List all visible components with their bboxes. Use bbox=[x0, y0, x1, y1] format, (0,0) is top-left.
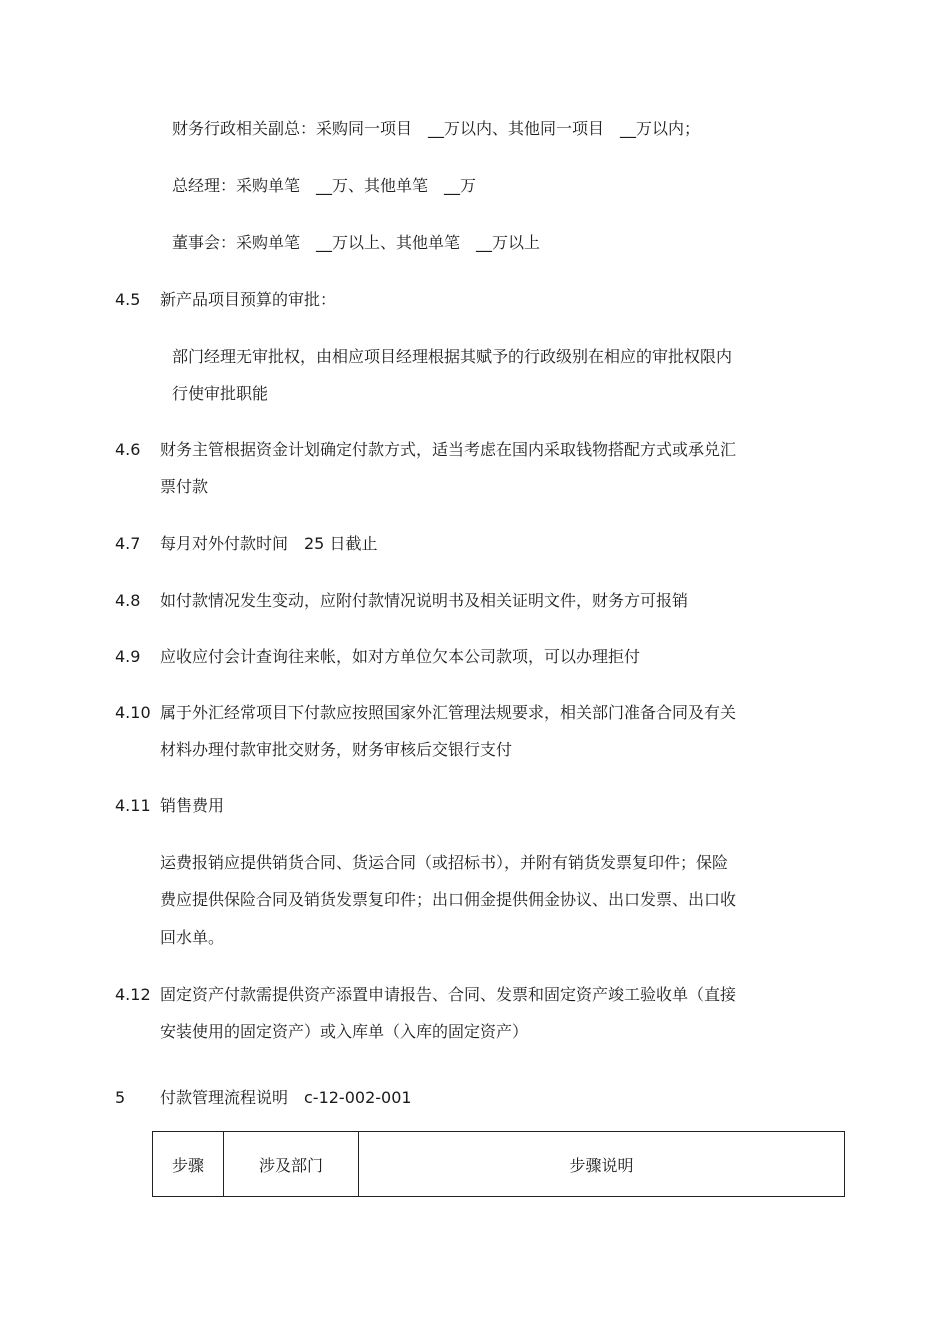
section-number: 4.12 bbox=[115, 985, 151, 1004]
section-text: 销售费用 bbox=[160, 796, 225, 815]
section-body: 部门经理无审批权，由相应项目经理根据其赋予的行政级别在相应的审批权限内 bbox=[172, 347, 733, 366]
section-body: 费应提供保险合同及销货发票复印件；出口佣金提供佣金协议、出口发票、出口收 bbox=[160, 890, 737, 909]
section-text: 固定资产付款需提供资产添置申请报告、合同、发票和固定资产竣工验收单（直接 bbox=[160, 985, 737, 1004]
section-text: 安装使用的固定资产）或入库单（入库的固定资产） bbox=[160, 1022, 529, 1041]
section-text: 票付款 bbox=[160, 477, 209, 496]
section-text: 新产品项目预算的审批： bbox=[160, 290, 337, 309]
header-step: 步骤 bbox=[153, 1132, 224, 1197]
approval-gm: 总经理：采购单笔 __万、其他单笔 __万 bbox=[172, 176, 477, 195]
section-body: 行使审批职能 bbox=[172, 384, 269, 403]
section-text: 如付款情况发生变动，应附付款情况说明书及相关证明文件，财务方可报销 bbox=[160, 591, 689, 610]
header-department: 涉及部门 bbox=[224, 1132, 359, 1197]
section-text: 财务主管根据资金计划确定付款方式，适当考虑在国内采取钱物搭配方式或承兑汇 bbox=[160, 440, 737, 459]
section-text: 属于外汇经常项目下付款应按照国家外汇管理法规要求，相关部门准备合同及有关 bbox=[160, 703, 737, 722]
header-step-description: 步骤说明 bbox=[359, 1132, 845, 1197]
approval-board: 董事会：采购单笔 __万以上、其他单笔 __万以上 bbox=[172, 233, 541, 252]
process-table bbox=[152, 1131, 845, 1197]
section-number: 4.11 bbox=[115, 796, 151, 815]
section-number: 4.9 bbox=[115, 647, 141, 666]
section-text: 材料办理付款审批交财务，财务审核后交银行支付 bbox=[160, 740, 513, 759]
section-number: 4.6 bbox=[115, 440, 141, 459]
section-number: 4.8 bbox=[115, 591, 141, 610]
section-number: 5 bbox=[115, 1088, 126, 1107]
table-header-row bbox=[153, 1132, 845, 1197]
section-text: 应收应付会计查询往来帐，如对方单位欠本公司款项，可以办理拒付 bbox=[160, 647, 641, 666]
section-body: 运费报销应提供销货合同、货运合同（或招标书），并附有销货发票复印件；保险 bbox=[160, 853, 729, 872]
section-text: 付款管理流程说明 c-12-002-001 bbox=[160, 1088, 412, 1107]
section-body: 回水单。 bbox=[160, 928, 225, 947]
approval-finance-vp: 财务行政相关副总：采购同一项目 __万以内、其他同一项目 __万以内； bbox=[172, 119, 701, 138]
section-number: 4.5 bbox=[115, 290, 141, 309]
section-number: 4.10 bbox=[115, 703, 151, 722]
section-text: 每月对外付款时间 25 日截止 bbox=[160, 534, 378, 553]
section-number: 4.7 bbox=[115, 534, 141, 553]
